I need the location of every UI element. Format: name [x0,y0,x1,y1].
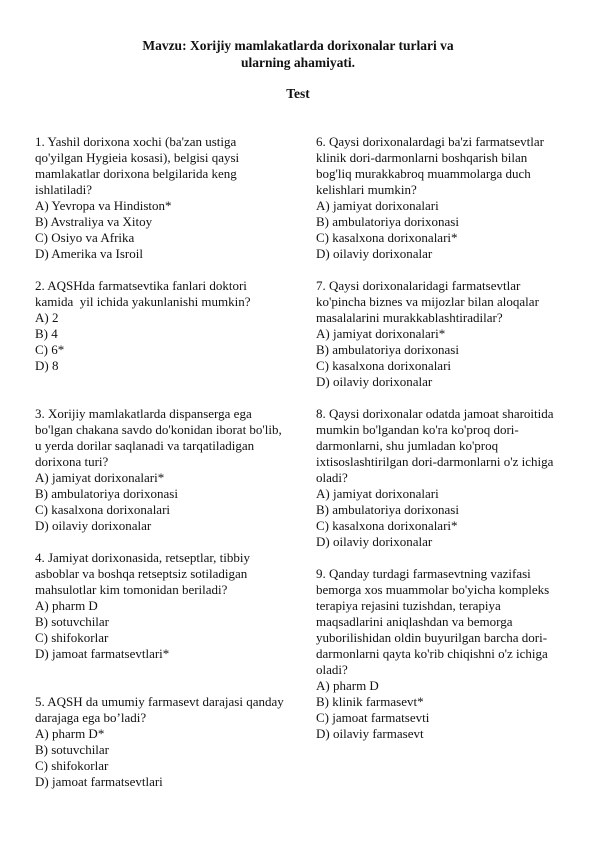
title-line-1: Mavzu: Xorijiy mamlakatlarda dorixonalar turlari va [142,38,454,53]
answer-option: D) oilaviy dorixonalar [316,374,433,389]
answer-option: C) kasalxona dorixonalari* [316,230,458,245]
question-text: 2. AQSHda farmatsevtika fanlari doktori kamida yil ichida yakunlanishi mumkin? [35,278,251,309]
question-8 [316,406,566,550]
answer-option: A) pharm D [316,678,379,693]
answer-option: D) jamoat farmatsevtlari [35,774,163,789]
answer-option: B) sotuvchilar [35,742,110,757]
title-line-2: ularning ahamiyati. [240,55,356,70]
answer-option: B) Avstraliya va Xitoy [35,214,153,229]
answer-option: D) 8 [35,358,59,373]
question-9 [316,566,566,742]
answer-option: D) oilaviy dorixonalar [316,534,433,549]
answer-option: B) sotuvchilar [35,614,110,629]
question-4 [35,550,285,662]
answer-option: B) 4 [35,326,58,341]
answer-option: C) jamoat farmatsevti [316,710,430,725]
answer-option: D) jamoat farmatsevtlari* [35,646,170,661]
question-text: 9. Qanday turdagi farmasevtning vazifasi bemorga xos muammolar bo'yicha kompleks terapiya rejasini tuzishdan, terapiya maqsadlarini aniqlashdan va bemorga yuborilishidan oldin buyurilgan barcha dori-darmonlarni qayta ko'rib chiqishni o'z ichiga oladi? [316,566,553,677]
question-1 [35,134,285,262]
answer-option: C) kasalxona dorixonalari [316,358,452,373]
question-2 [35,278,285,374]
answer-option: D) oilaviy dorixonalar [316,246,433,261]
question-text: 4. Jamiyat dorixonasida, retseptlar, tibbiy asboblar va boshqa retseptsiz sotiladigan mahsulotlar kim tomonidan beriladi? [35,550,254,597]
right-column [316,134,566,742]
question-6 [316,134,566,262]
answer-option: C) shifokorlar [35,630,109,645]
question-text: 1. Yashil dorixona xochi (ba'zan ustiga qo'yilgan Hygieia kosasi), belgisi qaysi mamlakatlar dorixona belgilarida keng ishlatiladi? [35,134,243,197]
answer-option: C) Osiyo va Afrika [35,230,135,245]
question-text: 8. Qaysi dorixonalar odatda jamoat sharoitida mumkin bo'lgandan ko'ra ko'proq dori-darmonlarni, shu jumladan ko'proq ixtisoslashtirilgan dori-darmonlarni o'z ichiga oladi? [316,406,557,485]
answer-option: B) ambulatoriya dorixonasi [316,502,459,517]
answer-option: A) jamiyat dorixonalari* [316,326,446,341]
answer-option: A) jamiyat dorixonalari [316,198,439,213]
answer-option: D) Amerika va Isroil [35,246,143,261]
answer-option: C) kasalxona dorixonalari [35,502,171,517]
answer-option: A) jamiyat dorixonalari* [35,470,165,485]
left-column [35,134,285,790]
answer-option: D) oilaviy dorixonalar [35,518,152,533]
question-text: 3. Xorijiy mamlakatlarda dispanserga ega bo'lgan chakana savdo do'konidan iborat bo'lib, u yerda dorilar saqlanadi va tarqatiladigan dorixona turi? [35,406,285,469]
question-7 [316,278,566,390]
answer-option: A) Yevropa va Hindiston* [35,198,172,213]
question-text: 5. AQSH da umumiy farmasevt darajasi qanday darajaga ega bo’ladi? [35,694,287,725]
answer-option: A) jamiyat dorixonalari [316,486,439,501]
answer-option: A) pharm D [35,598,98,613]
question-text: 6. Qaysi dorixonalardagi ba'zi farmatsevtlar klinik dori-darmonlarni boshqarish bilan bog'liq murakkabroq muammolarga duch kelishlari mumkin? [316,134,548,197]
question-5 [35,694,285,790]
answer-option: A) 2 [35,310,59,325]
question-text: 7. Qaysi dorixonalaridagi farmatsevtlar ko'pincha biznes va mijozlar bilan aloqalar masalalarini murakkablashtiradilar? [316,278,543,325]
answer-option: B) ambulatoriya dorixonasi [316,342,459,357]
answer-option: B) klinik farmasevt* [316,694,424,709]
answer-option: D) oilaviy farmasevt [316,726,424,741]
page-title [0,37,596,71]
answer-option: C) kasalxona dorixonalari* [316,518,458,533]
page-subtitle: Test [286,86,310,101]
question-3 [35,406,285,534]
answer-option: B) ambulatoriya dorixonasi [316,214,459,229]
answer-option: C) shifokorlar [35,758,109,773]
answer-option: A) pharm D* [35,726,105,741]
answer-option: B) ambulatoriya dorixonasi [35,486,178,501]
answer-option: C) 6* [35,342,65,357]
